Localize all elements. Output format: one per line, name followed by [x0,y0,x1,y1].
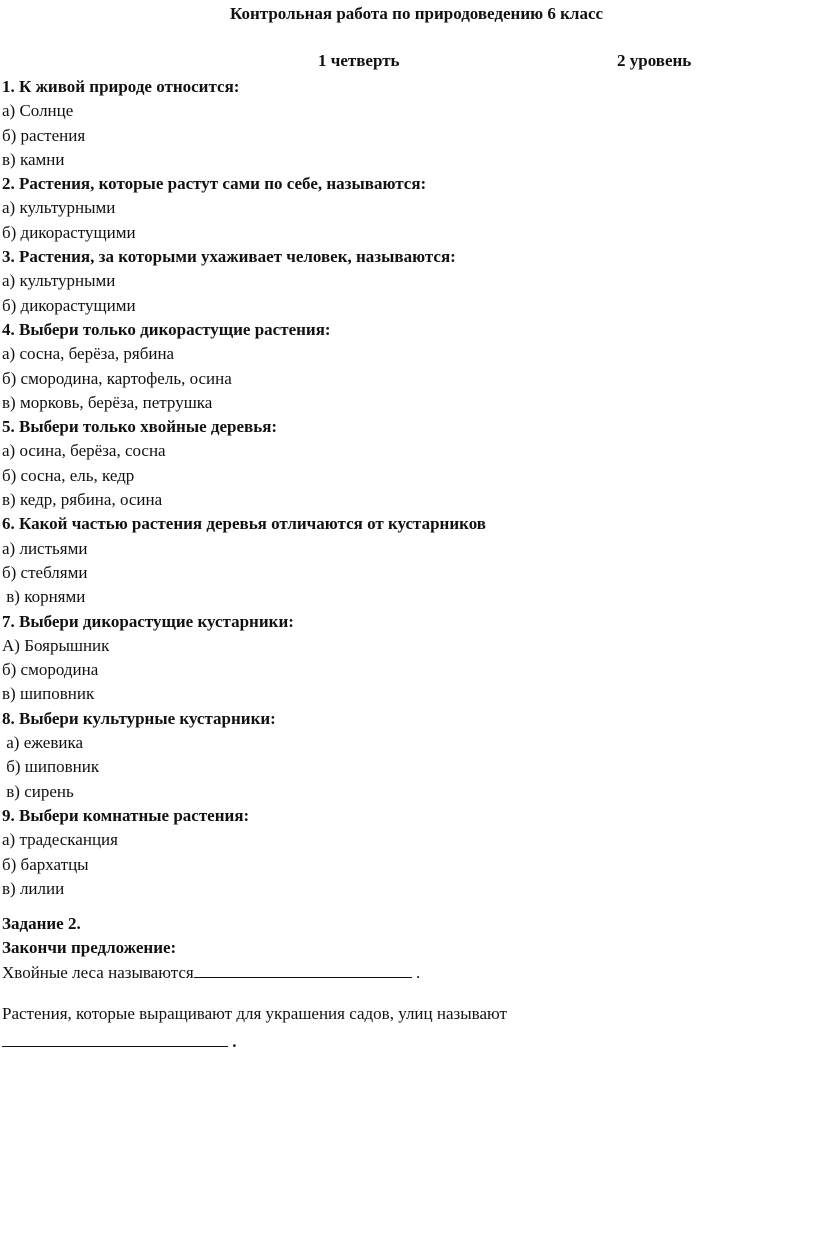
question-2-option-a: а) культурными [2,198,116,218]
task-2-heading: Задание 2. [2,914,81,933]
question-4-option-a: а) сосна, берёза, рябина [2,344,175,364]
sentence-1-suffix: . [411,962,421,982]
question-6-option-a: а) листьями [2,538,88,558]
question-8-option-b: б) шиповник [2,757,100,777]
page-title: Контрольная работа по природоведению 6 класс [230,4,604,23]
question-3-option-a: а) культурными [2,271,116,291]
questions-list [2,75,802,901]
question-4-option-c: в) морковь, берёза, петрушка [2,392,213,412]
sentence-2-suffix: . [228,1032,237,1051]
question-9-option-b: б) бархатцы [2,854,89,874]
question-9-option-c: в) лилии [2,878,65,898]
question-2-option-b: б) дикорастущими [2,222,136,242]
question-1: 1. К живой природе относится: [2,77,240,96]
level-label: 2 уровень [617,51,692,70]
task-2-sentence-1 [2,961,802,985]
question-7-option-b: б) смородина [2,660,99,680]
question-4: 4. Выбери только дикорастущие растения: [2,319,331,339]
question-9: 9. Выбери комнатные растения: [2,805,250,825]
question-5-option-c: в) кедр, рябина, осина [2,490,163,510]
question-5-option-b: б) сосна, ель, кедр [2,465,135,485]
question-4-option-b: б) смородина, картофель, осина [2,368,232,388]
task-2-sentence-2: Растения, которые выращивают для украшения садов, улиц называют [2,1004,507,1023]
task-2-section [2,912,802,985]
question-7-option-a: А) Боярышник [2,635,110,655]
question-7-option-c: в) шиповник [2,684,95,704]
question-8: 8. Выбери культурные кустарники: [2,708,276,728]
question-6-option-b: б) стеблями [2,562,88,582]
sentence-1-text: Хвойные леса называются [2,962,194,982]
question-9-option-a: а) традесканция [2,830,118,850]
question-6-option-c: в) корнями [2,587,86,607]
question-1-option-c: в) камни [2,149,65,169]
question-8-option-c: в) сирень [2,781,74,801]
sentence-2-answer-blank[interactable] [2,1030,228,1047]
question-8-option-a: а) ежевика [2,733,83,753]
question-6: 6. Какой частью растения деревья отличаются от кустарников [2,514,486,534]
question-1-option-a: а) Солнце [2,101,74,121]
question-5-option-a: а) осина, берёза, сосна [2,441,166,461]
quarter-label: 1 четверть [318,51,400,70]
sentence-1-answer-blank[interactable] [194,961,412,978]
question-1-option-b: б) растения [2,125,86,145]
question-3-option-b: б) дикорастущими [2,295,136,315]
task-2-instruction: Закончи предложение: [2,938,177,958]
question-2: 2. Растения, которые растут сами по себе, называются: [2,174,427,194]
question-5: 5. Выбери только хвойные деревья: [2,417,278,437]
question-7: 7. Выбери дикорастущие кустарники: [2,611,294,631]
sentence-2-answer-line [2,1030,237,1052]
question-3: 3. Растения, за которыми ухаживает человек, называются: [2,247,456,267]
